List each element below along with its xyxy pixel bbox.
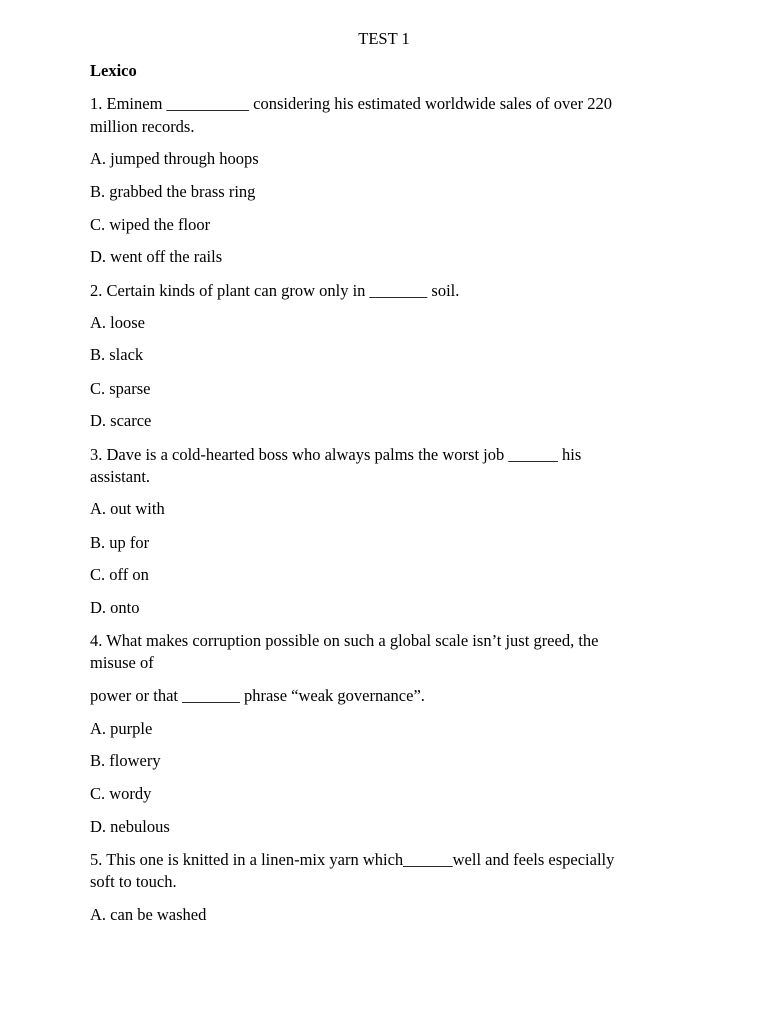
question-3-option-b: B. up for — [90, 533, 150, 552]
question-2-line-1: 2. Certain kinds of plant can grow only in _______ soil. — [90, 281, 460, 300]
question-2-option-c: C. sparse — [90, 379, 151, 398]
question-4-line-2: misuse of — [90, 653, 154, 672]
question-5-option-a: A. can be washed — [90, 905, 207, 924]
question-4-line-3: power or that _______ phrase “weak governance”. — [90, 686, 425, 705]
question-3-line-1: 3. Dave is a cold-hearted boss who always palms the worst job ______ his — [90, 445, 582, 464]
question-1-option-a: A. jumped through hoops — [90, 149, 259, 168]
question-1-option-d: D. went off the rails — [90, 247, 223, 266]
question-4-line-1: 4. What makes corruption possible on such a global scale isn’t just greed, the — [90, 631, 599, 650]
section-heading: Lexico — [90, 61, 137, 80]
question-3-line-2: assistant. — [90, 467, 151, 486]
question-5-line-2: soft to touch. — [90, 872, 177, 891]
question-2-option-b: B. slack — [90, 345, 144, 364]
question-1-option-b: B. grabbed the brass ring — [90, 182, 256, 201]
question-3-option-a: A. out with — [90, 499, 165, 518]
question-1-line-1: 1. Eminem __________ considering his estimated worldwide sales of over 220 — [90, 94, 612, 113]
question-1-option-c: C. wiped the floor — [90, 215, 211, 234]
question-2-option-a: A. loose — [90, 313, 145, 332]
question-3-option-c: C. off on — [90, 565, 149, 584]
document-title: TEST 1 — [358, 29, 410, 48]
question-3-option-d: D. onto — [90, 598, 140, 617]
question-4-option-c: C. wordy — [90, 784, 152, 803]
question-2-option-d: D. scarce — [90, 411, 152, 430]
question-1-line-2: million records. — [90, 117, 195, 136]
question-4-option-d: D. nebulous — [90, 817, 170, 836]
question-4-option-a: A. purple — [90, 719, 153, 738]
question-4-option-b: B. flowery — [90, 751, 161, 770]
question-5-line-1: 5. This one is knitted in a linen-mix yarn which______well and feels especially — [90, 850, 615, 869]
